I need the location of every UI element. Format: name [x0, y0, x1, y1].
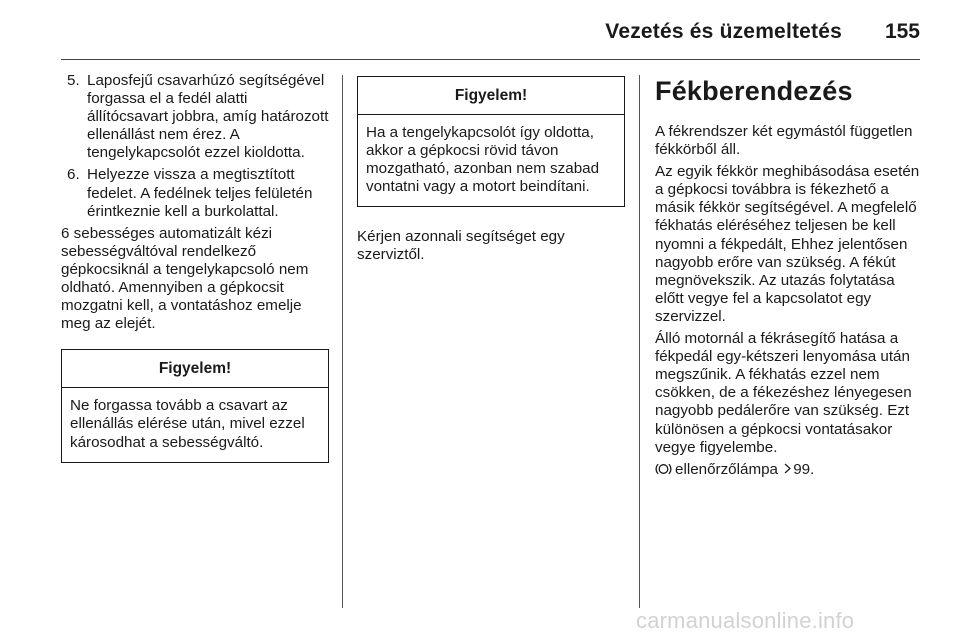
list-item [61, 72, 329, 162]
gearbox-paragraph: 6 sebességes automatizált kézi sebességváltóval rendelkező gépkocsiknál a tengelykapcsoló nem oldható. Amennyiben a gépkocsit mozgatni kell, a vontatáshoz emelje meg az elejét. [61, 224, 309, 333]
column-divider-2 [639, 75, 640, 608]
step-text: Helyezze vissza a megtisztított fedelet. A fedélnek teljes felületén érintkeznie kell a burkolattal. [87, 166, 313, 220]
list-item [61, 166, 329, 220]
reference-line [655, 461, 923, 481]
paragraph: Álló motornál a fékrásegítő hatása a fékpedál egy-kétszeri lenyomása után megszűnik. A fékhatás ezzel nem csökken, de a fékezéshez lényegesen nagyobb pedálerőre van szükség. Ezt különösen a gépkocsi vontatásakor vegye figyelembe. [655, 330, 912, 456]
column-middle [357, 72, 625, 269]
header-divider [61, 59, 920, 60]
section-title: Fékberendezés [655, 76, 853, 106]
step-text: Laposfejű csavarhúzó segítségével forgassa el a fedél alatti állítócsavart jobbra, amíg határozott ellenállást nem érez. A tengelykapcsolót ezzel kioldotta. [87, 72, 329, 162]
warning-title: Figyelem! [62, 350, 328, 388]
warning-title: Figyelem! [358, 77, 624, 115]
reference-page[interactable]: 99. [793, 460, 815, 478]
step-number: 5. [67, 72, 80, 89]
service-paragraph: Kérjen azonnali segítséget egy szerviztől. [357, 228, 565, 264]
column-right [655, 72, 923, 485]
steps-list [61, 72, 329, 221]
warning-body: Ne forgassa tovább a csavart az ellenállás elérése után, mivel ezzel károsodhat a sebességváltó. [70, 397, 305, 451]
page-number: 155 [884, 20, 920, 43]
page-header [0, 0, 960, 60]
reference-arrow-icon [784, 461, 791, 479]
brake-warning-icon [655, 462, 672, 481]
column-divider-1 [342, 75, 343, 608]
paragraph: Az egyik fékkör meghibásodása esetén a gépkocsi továbbra is fékezhető a másik fékkör segítségével. A megfelelő fékhatás eléréséhez teljesen be kell nyomni a fékpedált, Ehhez jelentősen nagyobb erőre van szükség. A fékút megnövekszik. Az utazás folytatása előtt vegye fel a kapcsolatot egy szervizzel. [655, 163, 920, 325]
warning-body: Ha a tengelykapcsolót így oldotta, akkor a gépkocsi rövid távon mozgatható, azonban nem szabad vontatni vagy a motort beindítani. [366, 124, 600, 196]
page-title: Vezetés és üzemeltetés [605, 20, 842, 43]
column-left [61, 72, 329, 463]
watermark: carmanualsonline.info [636, 608, 855, 633]
paragraph: A fékrendszer két egymástól független fékkörből áll. [655, 123, 913, 159]
warning-box [357, 76, 625, 207]
reference-label: ellenőrzőlámpa [675, 460, 778, 478]
step-number: 6. [67, 166, 80, 184]
warning-box [61, 349, 329, 462]
